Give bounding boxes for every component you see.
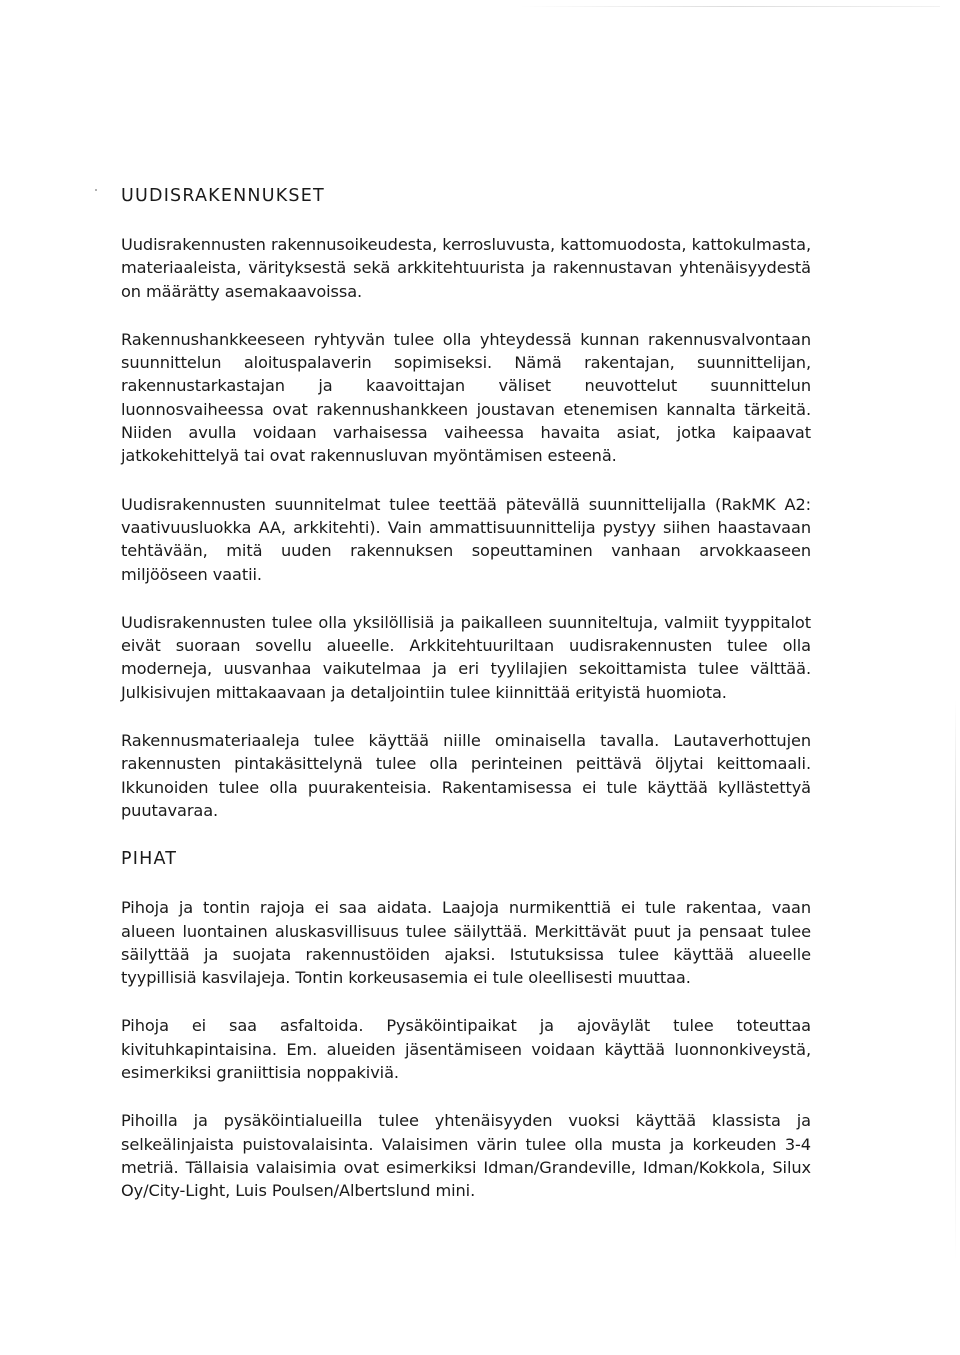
paragraph: Uudisrakennusten suunnitelmat tulee teettää pätevällä suunnittelijalla (RakMK A2: vaativuusluokka AA, arkkitehti). Vain ammattisuunnittelija pystyy siihen haastavaan tehtävään, mitä uuden rakennuksen sopeuttaminen vanhaan arvokkaaseen miljööseen vaatii.: [121, 494, 811, 584]
heading-pihat: PIHAT: [121, 849, 178, 870]
document-body: [121, 185, 811, 1203]
paragraph: Rakennushankkeeseen ryhtyvän tulee olla yhteydessä kunnan rakennusvalvontaan suunnittelun aloituspalaverin sopimiseksi. Nämä rakentajan, suunnittelijan, rakennustarkastajan ja kaavoittajan väliset neuvottelut suunnittelun luonnosvaiheessa ovat rakennushankkeen joustavan etenemisen kannalta tärkeitä. Niiden avulla voidaan varhaisessa vaiheessa havaita asiat, jotka kaipaavat jatkokehittelyä tai ovat rakennusluvan myöntämisen esteenä.: [121, 329, 811, 466]
scan-speck: [95, 189, 97, 191]
paragraph: Uudisrakennusten tulee olla yksilöllisiä ja paikalleen suunniteltuja, valmiit tyyppitalot eivät suoraan sovellu alueelle. Arkkitehtuuriltaan uudisrakennusten tulee olla moderneja, uusvanhaa vaikutelmaa ja eri tyylilajien sekoittamista tulee välttää. Julkisivujen mittakaavaan ja detaljointiin tulee kiinnittää erityistä huomiota.: [121, 612, 811, 702]
scan-artifact-edge: [955, 700, 956, 1260]
heading-uudisrakennukset: UUDISRAKENNUKSET: [121, 186, 325, 206]
paragraph: Pihoja ja tontin rajoja ei saa aidata. Laajoja nurmikenttiä ei tule rakentaa, vaan alueen luontainen aluskasvillisuus tulee säilyttää. Merkittävät puut ja pensaat tulee säilyttää ja suojata rakennustöiden ajaksi. Istutuksissa tulee käyttää alueelle tyypillisiä kasvilajeja. Tontin korkeusasemia ei tule oleellisesti muuttaa.: [121, 898, 811, 988]
paragraph: Pihoja ei saa asfaltoida. Pysäköintipaikat ja ajoväylät tulee toteuttaa kivituhkapintaisina. Em. alueiden jäsentämiseen voidaan käyttää luonnonkiveystä, esimerkiksi graniittisia noppakiviä.: [121, 1016, 811, 1083]
paragraph: Rakennusmateriaaleja tulee käyttää niille ominaisella tavalla. Lautaverhottujen rakennusten pintakäsittelynä tulee olla perinteinen peittävä öljytai keittomaali. Ikkunoiden tulee olla puurakenteisia. Rakentamisessa ei tule käyttää kyllästettyä puutavaraa.: [121, 731, 811, 820]
paragraph: Uudisrakennusten rakennusoikeudesta, kerrosluvusta, kattomuodosta, kattokulmasta, materiaaleista, värityksestä sekä arkkitehtuurista ja rakennustavan yhtenäisyydestä on määrätty asemakaavoissa.: [121, 235, 811, 301]
scan-artifact-top: [520, 6, 940, 7]
paragraph: Pihoilla ja pysäköintialueilla tulee yhtenäisyyden vuoksi käyttää klassista ja selkeälinjaista puistovalaisinta. Valaisimen värin tulee olla musta ja korkeuden 3-4 metriä. Tällaisia valaisimia ovat esimerkiksi Idman/Grandeville, Idman/Kokkola, Silux Oy/City-Light, Luis Poulsen/Albertslund mini.: [121, 1111, 811, 1201]
